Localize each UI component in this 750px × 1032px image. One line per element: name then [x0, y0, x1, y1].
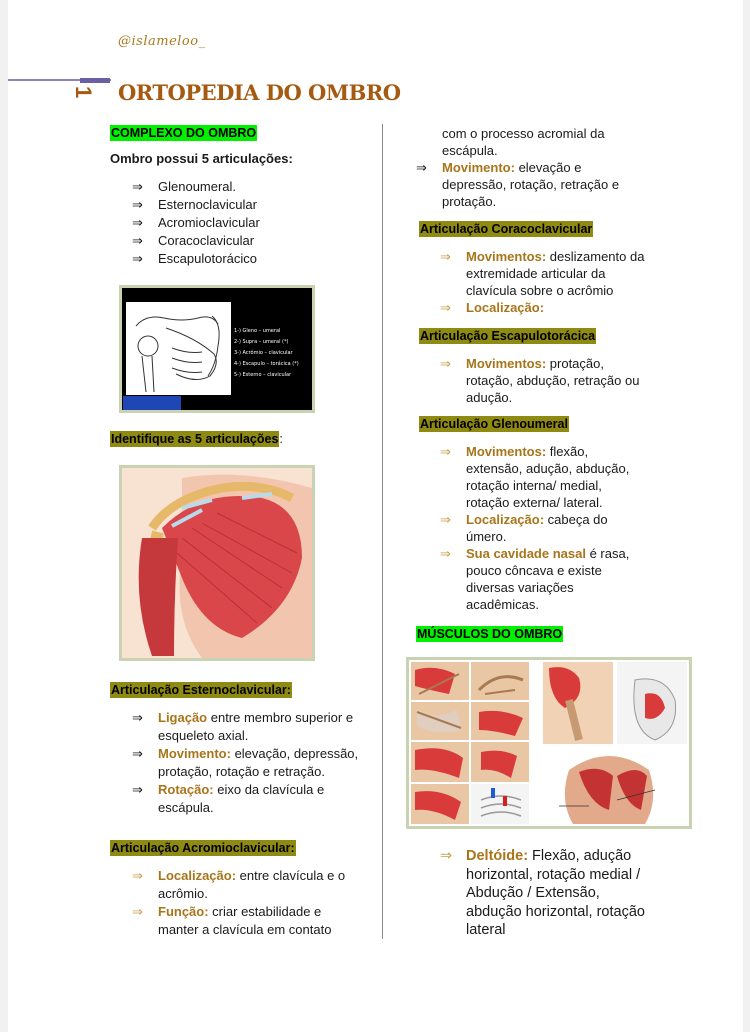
- list-item: ⇒ Movimento: elevação e depressão, rotação, retração e protação.: [416, 160, 620, 209]
- collage-tile: [471, 702, 529, 740]
- author-handle: @islameloo_: [118, 34, 206, 49]
- heading-acromioclavicular: Articulação Acromioclavicular:: [111, 841, 295, 855]
- list-item: ⇒ Movimentos: flexão, extensão, adução, abdução, rotação interna/ medial, rotação externa/ lateral.: [440, 444, 630, 510]
- list-item: ⇒ Esternoclavicular: [132, 197, 257, 212]
- figure-shoulder-muscles: [119, 465, 315, 661]
- collage-tile: [471, 784, 529, 824]
- figure-shoulder-muscles-collage: [406, 657, 692, 829]
- collage-tile: [411, 742, 469, 782]
- collage-tile: [617, 662, 687, 744]
- collage-tile: [471, 662, 529, 700]
- list-item: ⇒ Ligação entre membro superior e esqueleto axial.: [132, 710, 354, 743]
- list-item: ⇒ Função: criar estabilidade e manter a clavícula em contato: [132, 904, 332, 937]
- gleno-list: [440, 443, 648, 613]
- list-item: ⇒ Movimentos: protação, rotação, abdução, retração ou adução.: [440, 356, 640, 405]
- list-item: ⇒ Localização:: [440, 300, 545, 315]
- figure1-label: 4-) Escapulo – torácica (*): [234, 361, 299, 367]
- esterno-list: [132, 709, 362, 817]
- skeleton-diagram-svg: [122, 288, 312, 410]
- identify-heading: Identifique as 5 articulações:: [111, 432, 283, 446]
- coraco-list: [440, 248, 645, 316]
- collage-tile: [411, 662, 469, 700]
- collage-tile: [471, 742, 529, 782]
- collage-tile: [543, 748, 687, 824]
- chapter-number: 1: [71, 86, 96, 99]
- heading-glenoumeral: Articulação Glenoumeral: [420, 417, 568, 431]
- list-item: ⇒ Deltóide: Flexão, adução horizontal, rotação medial / Abdução / Extensão, abdução horizontal, rotação lateral: [440, 848, 645, 938]
- list-item: ⇒ Glenoumeral.: [132, 179, 237, 194]
- list-item: ⇒ Localização: cabeça do úmero.: [440, 512, 608, 544]
- heading-escapulotoracica: Articulação Escapulotorácica: [420, 329, 596, 343]
- list-item: ⇒ Localização: entre clavícula e o acrômio.: [132, 868, 346, 901]
- list-item: ⇒ Coracoclavicular: [132, 233, 255, 248]
- collage-tile: [411, 702, 469, 740]
- figure-shoulder-joints-diagram: [119, 285, 315, 413]
- list-item: ⇒ Escapulotorácico: [132, 251, 257, 266]
- heading-musculos: MÚSCULOS DO OMBRO: [417, 627, 563, 641]
- muscles-collage-svg: [409, 660, 689, 826]
- deltoide-list: [440, 847, 655, 940]
- figure1-label: 5-) Esterno – clavicular: [234, 372, 292, 378]
- list-item: ⇒ Sua cavidade nasal é rasa, pouco côncava e existe diversas variações acadêmicas.: [440, 546, 630, 612]
- list-item: ⇒ Movimentos: deslizamento da extremidade articular da clavícula sobre o acrômio: [440, 249, 645, 298]
- heading-esternoclavicular: Articulação Esternoclavicular:: [111, 683, 291, 697]
- list-item: ⇒ Movimento: elevação, depressão, protação, rotação e retração.: [132, 746, 359, 779]
- figure1-label: 3-) Acrômio – clavicular: [234, 350, 293, 356]
- page-title: ORTOPEDIA DO OMBRO: [118, 80, 401, 105]
- figure1-label: 1-) Gleno – umeral: [234, 328, 281, 334]
- chapter-number-bar: [80, 78, 110, 83]
- shoulder-muscle-illustration: [122, 468, 312, 658]
- intro-text: Ombro possui 5 articulações:: [110, 151, 293, 166]
- collage-tile: [411, 784, 469, 824]
- heading-coracoclavicular: Articulação Coracoclavicular: [420, 222, 593, 236]
- collage-tile: [543, 662, 613, 744]
- document-page: [8, 0, 743, 1032]
- figure1-label: 2-) Supra – umeral (*): [234, 339, 289, 345]
- section-heading-complexo: COMPLEXO DO OMBRO: [111, 126, 257, 140]
- acromio-list: [132, 867, 360, 939]
- continuation-text: com o processo acromial da escápula.: [442, 126, 605, 158]
- list-item: ⇒ Rotação: eixo da clavícula e escápula.: [132, 782, 325, 815]
- escapulo-list: [440, 355, 645, 406]
- joints-list: [132, 178, 352, 268]
- movimento-list: [416, 159, 646, 210]
- list-item: ⇒ Acromioclavicular: [132, 215, 260, 230]
- column-divider: [382, 124, 383, 939]
